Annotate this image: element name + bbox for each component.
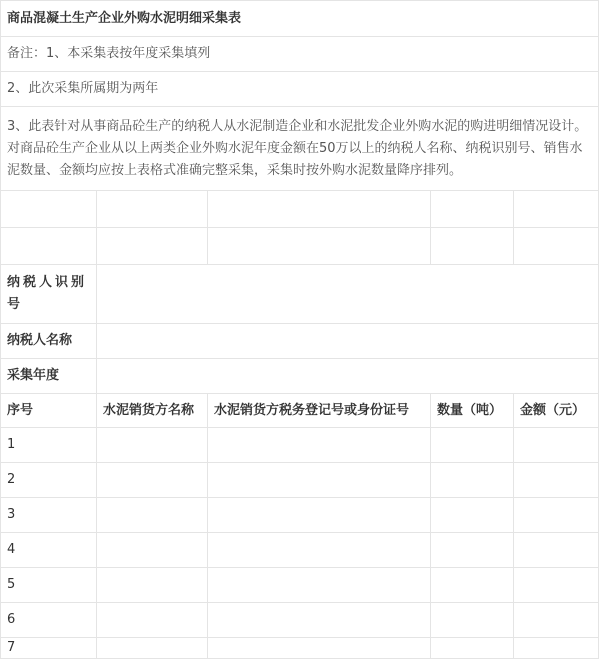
column-header-row — [1, 394, 599, 428]
table-row — [1, 603, 599, 638]
seller-name-cell[interactable] — [97, 568, 208, 603]
seller-name-cell[interactable] — [97, 603, 208, 638]
amount-cell[interactable] — [514, 603, 599, 638]
column-header-amount: 金额（元） — [514, 394, 599, 428]
table-row — [1, 463, 599, 498]
column-header-index: 序号 — [1, 394, 97, 428]
form-title: 商品混凝土生产企业外购水泥明细采集表 — [1, 1, 599, 37]
seller-name-cell[interactable] — [97, 533, 208, 568]
seller-tax-id-cell[interactable] — [208, 568, 431, 603]
blank-row — [1, 191, 599, 228]
seller-tax-id-cell[interactable] — [208, 498, 431, 533]
taxpayer-id-row — [1, 265, 599, 324]
seller-name-cell[interactable] — [97, 463, 208, 498]
amount-cell[interactable] — [514, 533, 599, 568]
year-row — [1, 359, 599, 394]
seller-tax-id-cell[interactable] — [208, 463, 431, 498]
quantity-cell[interactable] — [431, 533, 514, 568]
seller-name-cell[interactable] — [97, 428, 208, 463]
seller-tax-id-cell[interactable] — [208, 533, 431, 568]
column-header-seller-name: 水泥销货方名称 — [97, 394, 208, 428]
seller-tax-id-cell[interactable] — [208, 428, 431, 463]
note-2: 2、此次采集所属期为两年 — [1, 72, 599, 107]
column-header-seller-tax-id: 水泥销货方税务登记号或身份证号 — [208, 394, 431, 428]
amount-cell[interactable] — [514, 568, 599, 603]
amount-cell[interactable] — [514, 428, 599, 463]
row-index: 5 — [1, 568, 97, 603]
blank-cell — [514, 191, 599, 228]
amount-cell[interactable] — [514, 463, 599, 498]
title-row — [1, 1, 599, 37]
note-row — [1, 37, 599, 72]
table-row — [1, 498, 599, 533]
taxpayer-name-value[interactable] — [97, 324, 599, 359]
blank-cell — [1, 191, 97, 228]
blank-cell — [431, 191, 514, 228]
note-3: 3、此表针对从事商品砼生产的纳税人从水泥制造企业和水泥批发企业外购水泥的购进明细情况设计。对商品砼生产企业从以上两类企业外购水泥年度金额在50万以上的纳税人名称、纳税识别号、销售水泥数量、金额均应按上表格式准确完整采集，采集时按外购水泥数量降序排列。 — [1, 107, 599, 191]
row-index: 7 — [1, 638, 97, 659]
seller-tax-id-cell[interactable] — [208, 638, 431, 659]
seller-name-cell[interactable] — [97, 498, 208, 533]
quantity-cell[interactable] — [431, 428, 514, 463]
blank-cell — [97, 191, 208, 228]
amount-cell[interactable] — [514, 498, 599, 533]
blank-cell — [1, 228, 97, 265]
blank-row — [1, 228, 599, 265]
row-index: 6 — [1, 603, 97, 638]
blank-cell — [208, 191, 431, 228]
quantity-cell[interactable] — [431, 498, 514, 533]
taxpayer-name-row — [1, 324, 599, 359]
year-value[interactable] — [97, 359, 599, 394]
table-row — [1, 568, 599, 603]
year-label: 采集年度 — [1, 359, 97, 394]
row-index: 1 — [1, 428, 97, 463]
quantity-cell[interactable] — [431, 638, 514, 659]
quantity-cell[interactable] — [431, 568, 514, 603]
note-row — [1, 72, 599, 107]
seller-name-cell[interactable] — [97, 638, 208, 659]
table-row — [1, 533, 599, 568]
seller-tax-id-cell[interactable] — [208, 603, 431, 638]
table-row — [1, 638, 599, 659]
blank-cell — [431, 228, 514, 265]
taxpayer-id-label: 纳税人识别号 — [1, 265, 97, 324]
note-row — [1, 107, 599, 191]
column-header-quantity: 数量（吨） — [431, 394, 514, 428]
quantity-cell[interactable] — [431, 463, 514, 498]
amount-cell[interactable] — [514, 638, 599, 659]
quantity-cell[interactable] — [431, 603, 514, 638]
table-row — [1, 428, 599, 463]
blank-cell — [208, 228, 431, 265]
row-index: 3 — [1, 498, 97, 533]
blank-cell — [97, 228, 208, 265]
blank-cell — [514, 228, 599, 265]
row-index: 2 — [1, 463, 97, 498]
taxpayer-name-label: 纳税人名称 — [1, 324, 97, 359]
note-1: 备注：1、本采集表按年度采集填列 — [1, 37, 599, 72]
row-index: 4 — [1, 533, 97, 568]
taxpayer-id-value[interactable] — [97, 265, 599, 324]
